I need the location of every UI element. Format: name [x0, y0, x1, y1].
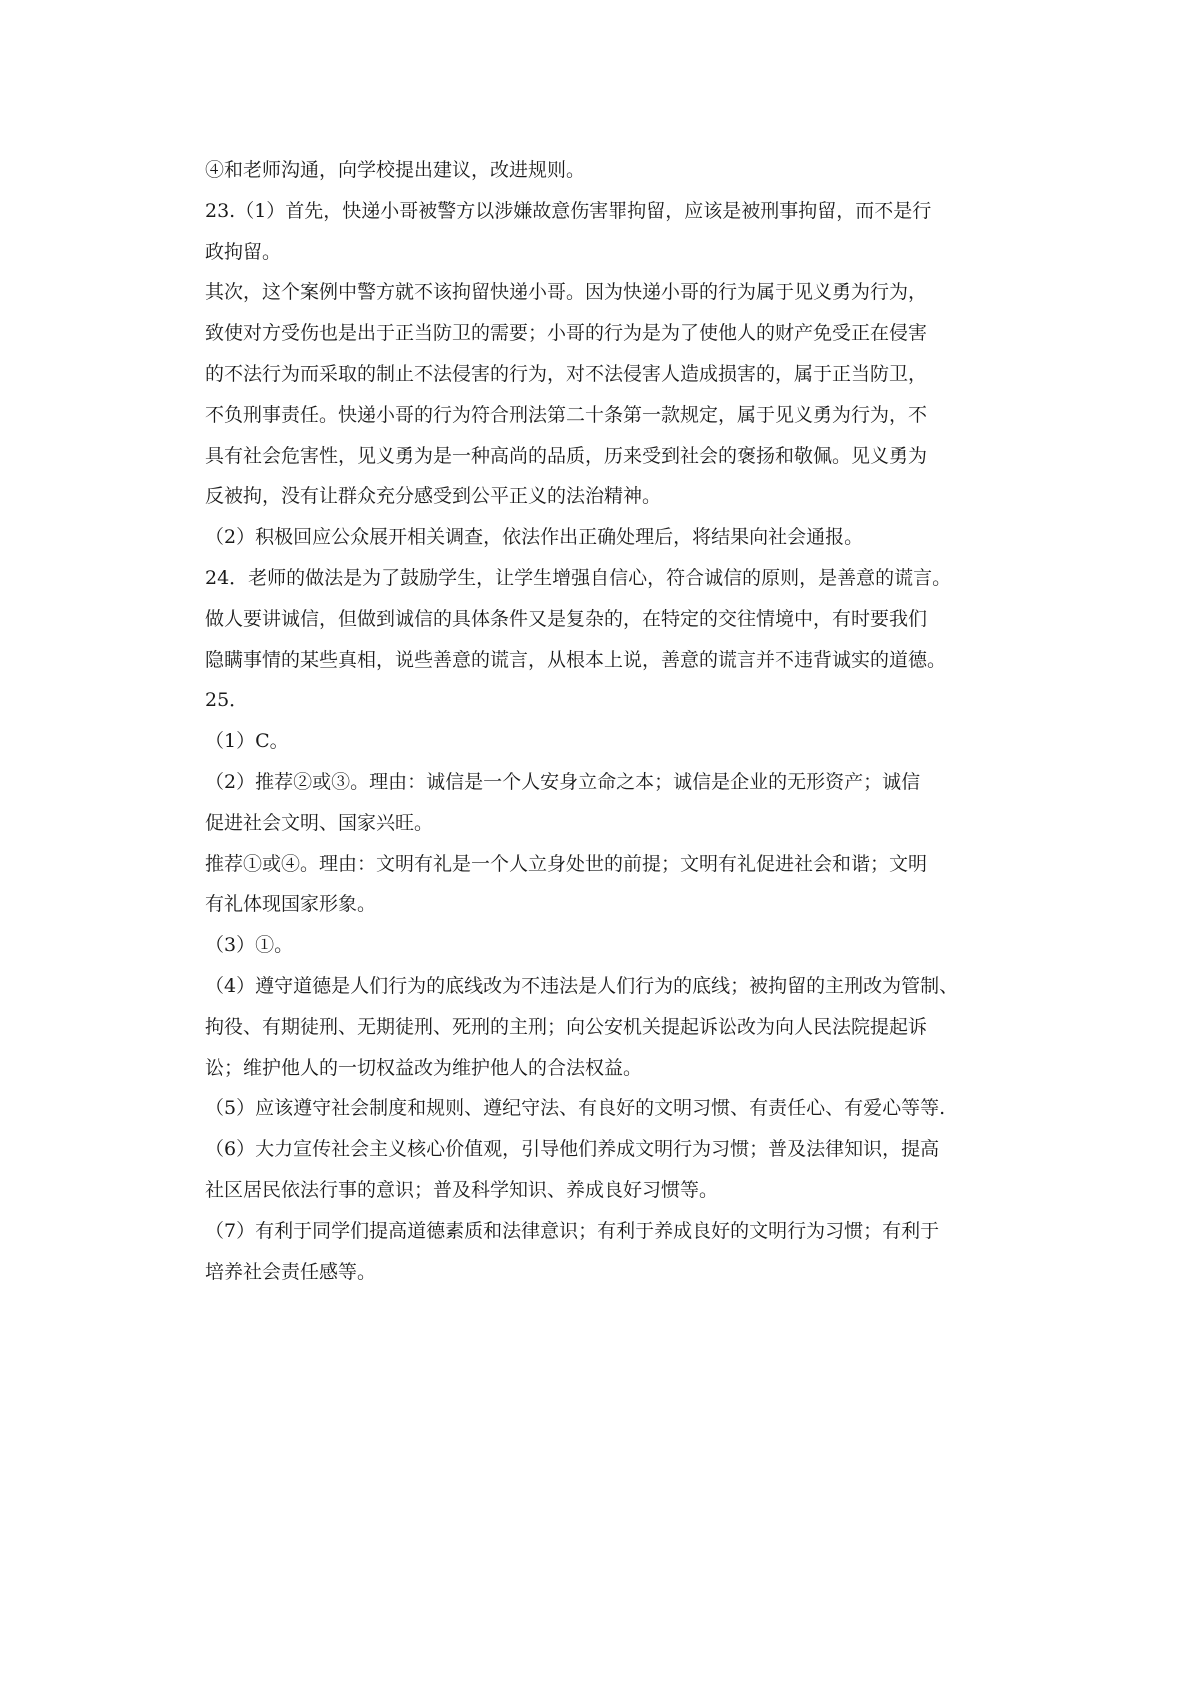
- text-line: 讼；维护他人的一切权益改为维护他人的合法权益。: [205, 1056, 643, 1079]
- answer-text-block: [205, 150, 1005, 1292]
- text-line: ④和老师沟通，向学校提出建议，改进规则。: [205, 159, 586, 181]
- text-line: （3）①。: [205, 934, 294, 957]
- text-line: 隐瞒事情的某些真相，说些善意的谎言，从根本上说，善意的谎言并不违背诚实的道德。: [205, 648, 947, 671]
- text-line: 不负刑事责任。快递小哥的行为符合刑法第二十条第一款规定，属于见义勇为行为，不: [205, 403, 928, 426]
- text-line: （2）推荐②或③。理由：诚信是一个人安身立命之本；诚信是企业的无形资产；诚信: [205, 770, 921, 793]
- text-line: （6）大力宣传社会主义核心价值观，引导他们养成文明行为习惯；普及法律知识，提高: [205, 1138, 940, 1161]
- text-line: （5）应该遵守社会制度和规则、遵纪守法、有良好的文明习惯、有责任心、有爱心等等.: [205, 1097, 946, 1120]
- text-line: （1）C。: [205, 730, 289, 753]
- text-line: 做人要讲诚信，但做到诚信的具体条件又是复杂的，在特定的交往情境中，有时要我们: [205, 607, 928, 630]
- text-line: （4）遵守道德是人们行为的底线改为不违法是人们行为的底线；被拘留的主刑改为管制、: [205, 974, 959, 997]
- text-line: 的不法行为而采取的制止不法侵害的行为，对不法侵害人造成损害的，属于正当防卫，: [205, 362, 928, 385]
- text-line: 23.（1）首先，快递小哥被警方以涉嫌故意伤害罪拘留，应该是被刑事拘留，而不是行: [205, 199, 932, 222]
- text-line: 致使对方受伤也是出于正当防卫的需要；小哥的行为是为了使他人的财产免受正在侵害: [205, 322, 928, 345]
- text-line: 培养社会责任感等。: [205, 1260, 377, 1283]
- text-line: 反被拘，没有让群众充分感受到公平正义的法治精神。: [205, 485, 662, 508]
- text-line: 其次，这个案例中警方就不该拘留快递小哥。因为快递小哥的行为属于见义勇为行为，: [205, 281, 928, 304]
- text-line: 24．老师的做法是为了鼓励学生，让学生增强自信心，符合诚信的原则，是善意的谎言。: [205, 566, 952, 589]
- text-line: 拘役、有期徒刑、无期徒刑、死刑的主刑；向公安机关提起诉讼改为向人民法院提起诉: [205, 1015, 928, 1038]
- text-line: 有礼体现国家形象。: [205, 893, 377, 916]
- text-line: 促进社会文明、国家兴旺。: [205, 811, 434, 834]
- text-line: 社区居民依法行事的意识；普及科学知识、养成良好习惯等。: [205, 1178, 719, 1201]
- text-line: 具有社会危害性，见义勇为是一种高尚的品质，历来受到社会的褒扬和敬佩。见义勇为: [205, 444, 928, 467]
- text-line: 政拘留。: [205, 240, 282, 263]
- text-line: 推荐①或④。理由：文明有礼是一个人立身处世的前提；文明有礼促进社会和谐；文明: [205, 852, 928, 875]
- text-line: （7）有利于同学们提高道德素质和法律意识；有利于养成良好的文明行为习惯；有利于: [205, 1219, 940, 1242]
- text-line: 25．: [205, 689, 249, 712]
- text-line: （2）积极回应公众展开相关调查，依法作出正确处理后，将结果向社会通报。: [205, 526, 864, 549]
